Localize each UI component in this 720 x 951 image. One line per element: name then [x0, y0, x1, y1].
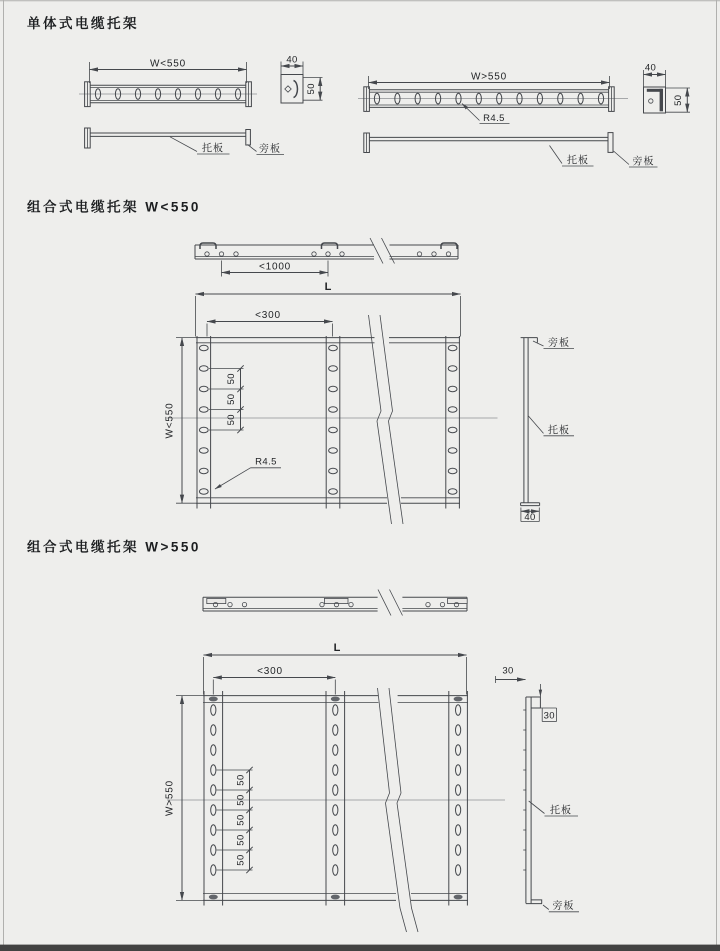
slot-pitch-label: 50 — [235, 794, 247, 806]
length-dim-label: L — [333, 642, 341, 654]
rail-spacing-label: <300 — [257, 666, 283, 677]
slot-pitch-label: 50 — [235, 814, 247, 826]
angle-profile — [660, 89, 663, 112]
break-mark — [390, 590, 403, 616]
slot-pitch-dims — [209, 365, 244, 433]
break-line — [380, 315, 403, 524]
rail-spacing-label: <300 — [255, 310, 281, 321]
width-dim-label: W<550 — [150, 58, 186, 70]
tray-rail — [204, 691, 223, 906]
profile-width-label: 40 — [644, 62, 657, 74]
channel-profile — [294, 81, 298, 98]
mono-right-profile — [644, 63, 691, 114]
splice-rail — [195, 238, 458, 277]
tray-plate-label: 托板 — [202, 143, 224, 155]
tray-rail — [326, 691, 345, 906]
side-plate-label: 旁板 — [259, 144, 281, 155]
mono-left-plan — [79, 59, 257, 107]
section-title: 组合式电缆托架 W>550 — [27, 539, 201, 555]
tray-rail — [326, 336, 340, 509]
radius-dim-label: R4.5 — [255, 456, 277, 468]
length-dim-label: L — [324, 281, 332, 293]
u-clip — [441, 243, 457, 249]
break-mark — [378, 590, 391, 616]
side-width-label: 40 — [524, 511, 536, 523]
mono-right-plan — [358, 72, 628, 125]
break-mark — [370, 238, 383, 264]
mono-left-profile — [281, 55, 323, 104]
u-clip — [322, 243, 338, 249]
tray-plate-label: 托板 — [550, 805, 572, 817]
side-plate-label: 旁板 — [548, 338, 570, 349]
tray-rail — [197, 336, 211, 509]
side-view — [521, 336, 574, 523]
width-dim-label: W>550 — [164, 780, 176, 816]
combined-large-section — [27, 539, 579, 933]
mono-left-side — [85, 128, 284, 155]
width-dim-label: W<550 — [164, 402, 176, 439]
tray-rail — [449, 691, 468, 906]
break-line — [378, 688, 407, 932]
hole-mark — [285, 86, 291, 92]
splice-pitch-label: <1000 — [258, 261, 292, 273]
splice-rail — [203, 590, 467, 616]
top-flange — [526, 697, 541, 708]
tray-plate-label: 托板 — [567, 155, 589, 167]
profile-height-label: 50 — [306, 83, 317, 95]
slot-pitch-label: 50 — [235, 834, 247, 846]
monolithic-section — [27, 15, 690, 168]
side-flange-label: 30 — [543, 710, 555, 722]
slot-pitch-dims — [217, 767, 253, 873]
side-plate — [246, 130, 251, 146]
side-offset-label: 30 — [502, 665, 514, 677]
slot-pitch-label: 50 — [226, 414, 237, 426]
slot-pitch-label: 50 — [235, 854, 247, 866]
slot-pitch-label: 50 — [235, 774, 247, 786]
slot-pitch-label: 50 — [226, 373, 237, 385]
side-plate — [608, 133, 613, 153]
section-title: 组合式电缆托架 W<550 — [27, 199, 201, 215]
side-plate-label: 旁板 — [552, 901, 575, 912]
section-title: 单体式电缆托架 — [27, 16, 139, 31]
break-line — [369, 315, 392, 524]
profile-height-label: 50 — [673, 94, 684, 106]
width-dim-label: W>550 — [471, 71, 507, 83]
side-view — [496, 666, 580, 913]
u-clip — [200, 243, 216, 249]
side-plate-label: 旁板 — [632, 156, 655, 168]
break-line — [389, 688, 418, 932]
bottom-flange — [531, 900, 542, 904]
break-mark — [382, 238, 395, 264]
combined-small-section — [27, 199, 574, 525]
radius-dim-label: R4.5 — [483, 113, 505, 124]
plan-view — [165, 642, 506, 932]
tray-rail — [446, 336, 460, 509]
mono-right-side — [364, 133, 658, 168]
profile-width-label: 40 — [286, 54, 298, 66]
slot-pitch-label: 50 — [226, 393, 237, 405]
tray-plate-label: 托板 — [548, 425, 570, 437]
plan-view — [165, 281, 498, 524]
